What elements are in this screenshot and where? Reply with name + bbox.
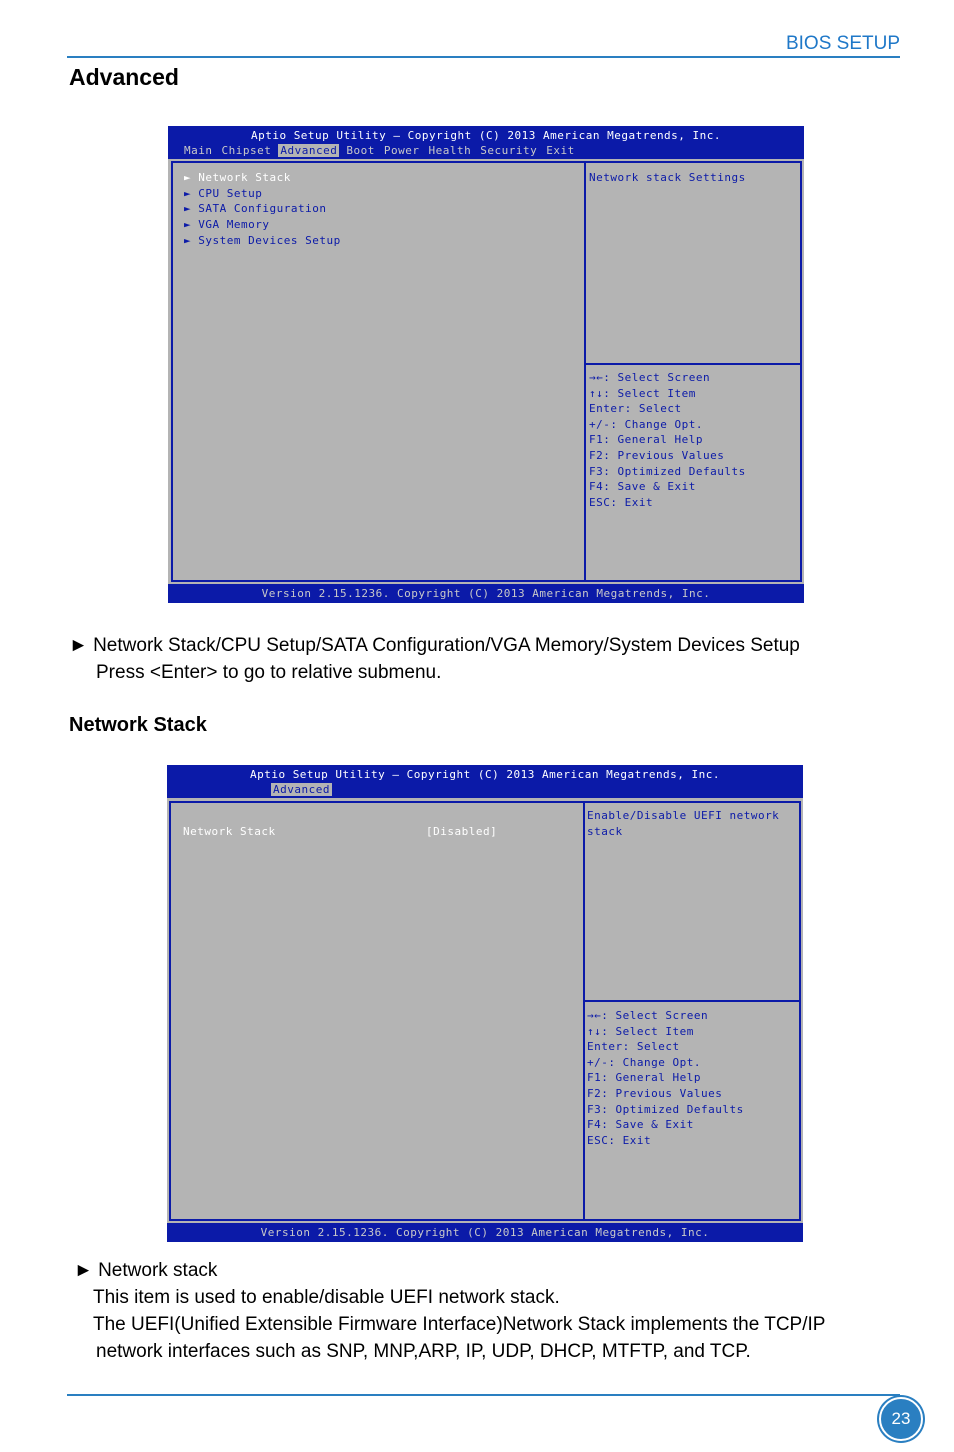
network-desc-line3: network interfaces such as SNP, MNP,ARP, IP, UDP, DHCP, MTFTP, and TCP. — [96, 1341, 751, 1362]
key-change-opt: +/-: Change Opt. — [589, 417, 703, 431]
key-save-exit: F4: Save & Exit — [589, 480, 696, 494]
key-save-exit: F4: Save & Exit — [587, 1118, 694, 1132]
bios-title-bar — [167, 765, 803, 798]
bios-menu-list — [184, 170, 341, 248]
advanced-description-line2: Press <Enter> to go to relative submenu. — [96, 662, 442, 683]
footer-rule — [67, 1394, 900, 1396]
bios-title-line: Aptio Setup Utility – Copyright (C) 2013 American Megatrends, Inc. — [249, 768, 721, 781]
key-esc-exit: ESC: Exit — [589, 495, 654, 509]
section-title-advanced: Advanced — [69, 64, 179, 90]
advanced-description-line1: ► Network Stack/CPU Setup/SATA Configuration/VGA Memory/System Devices Setup — [69, 635, 800, 656]
bios-tab-bar — [271, 783, 337, 796]
key-enter-select: Enter: Select — [589, 402, 682, 416]
bios-tab-bar — [182, 144, 582, 157]
menu-item-system-devices-setup[interactable]: ► System Devices Setup — [184, 233, 341, 247]
tab-advanced[interactable]: Advanced — [273, 783, 330, 796]
bios-key-legend — [587, 1008, 744, 1148]
key-enter-select: Enter: Select — [587, 1040, 680, 1054]
bios-key-legend — [589, 370, 746, 510]
bios-help-text: Network stack Settings — [589, 171, 746, 184]
key-change-opt: +/-: Change Opt. — [587, 1055, 701, 1069]
network-bullet: ► Network stack — [74, 1260, 218, 1281]
bios-version-footer: Version 2.15.1236. Copyright (C) 2013 American Megatrends, Inc. — [167, 1223, 803, 1242]
key-previous-values: F2: Previous Values — [589, 448, 725, 462]
bios-title-line: Aptio Setup Utility – Copyright (C) 2013 American Megatrends, Inc. — [250, 129, 722, 142]
menu-item-cpu-setup[interactable]: ► CPU Setup — [184, 186, 263, 200]
key-select-item: ↑↓: Select Item — [587, 1024, 694, 1038]
key-optimized-defaults: F3: Optimized Defaults — [589, 464, 746, 478]
header-rule — [67, 56, 900, 58]
option-network-stack-value[interactable]: [Disabled] — [426, 825, 498, 838]
tab-main[interactable]: Main — [184, 144, 213, 157]
key-previous-values: F2: Previous Values — [587, 1086, 723, 1100]
bios-version-footer: Version 2.15.1236. Copyright (C) 2013 American Megatrends, Inc. — [168, 584, 804, 603]
bios-screen-network-stack — [167, 765, 803, 1242]
tab-exit[interactable]: Exit — [546, 144, 575, 157]
menu-item-vga-memory[interactable]: ► VGA Memory — [184, 218, 270, 232]
key-optimized-defaults: F3: Optimized Defaults — [587, 1102, 744, 1116]
bios-help-text — [587, 808, 779, 839]
key-general-help: F1: General Help — [589, 433, 703, 447]
tab-boot[interactable]: Boot — [346, 144, 375, 157]
tab-chipset[interactable]: Chipset — [221, 144, 272, 157]
help-line-1: Enable/Disable UEFI network — [587, 809, 780, 822]
key-general-help: F1: General Help — [587, 1071, 701, 1085]
key-esc-exit: ESC: Exit — [587, 1133, 652, 1147]
bios-title-bar — [168, 126, 804, 159]
help-line-2: stack — [587, 824, 623, 838]
key-select-screen: →←: Select Screen — [589, 371, 711, 384]
bios-help-divider — [584, 363, 802, 365]
tab-security[interactable]: Security — [480, 144, 538, 157]
bios-panel-divider — [583, 801, 585, 1221]
network-desc-line1: This item is used to enable/disable UEFI network stack. — [93, 1287, 560, 1308]
page-header-title: BIOS SETUP — [785, 33, 900, 54]
key-select-item: ↑↓: Select Item — [589, 386, 696, 400]
bios-panel-divider — [584, 161, 586, 582]
tab-health[interactable]: Health — [428, 144, 472, 157]
menu-item-sata-configuration[interactable]: ► SATA Configuration — [184, 202, 327, 216]
section-title-network-stack: Network Stack — [69, 714, 207, 736]
tab-advanced[interactable]: Advanced — [280, 144, 338, 157]
bios-screen-advanced — [168, 126, 804, 603]
menu-item-network-stack[interactable]: ► Network Stack — [184, 171, 291, 184]
bios-help-divider — [583, 1000, 801, 1002]
page-number-badge: 23 — [879, 1397, 923, 1441]
tab-power[interactable]: Power — [383, 144, 420, 157]
key-select-screen: →←: Select Screen — [587, 1009, 709, 1022]
option-network-stack-label[interactable]: Network Stack — [183, 825, 276, 838]
network-desc-line2: The UEFI(Unified Extensible Firmware Interface)Network Stack implements the TCP/IP — [93, 1314, 826, 1335]
